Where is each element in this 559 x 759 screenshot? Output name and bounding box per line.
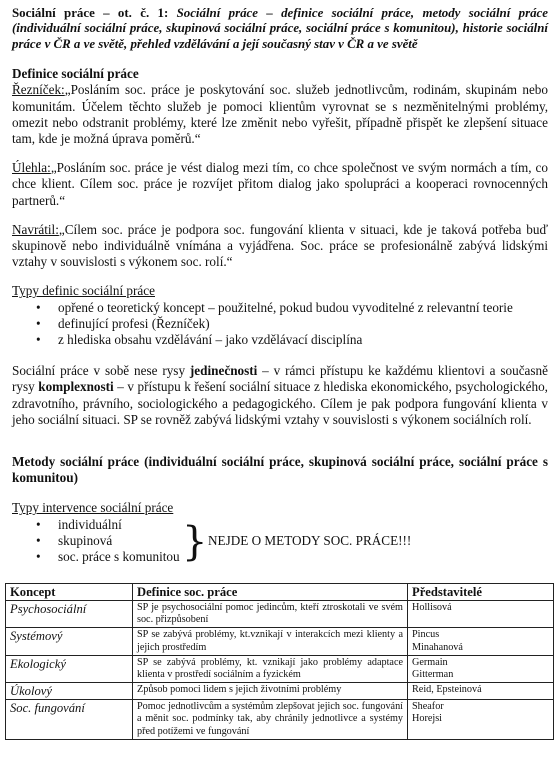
quote-text: „Cílem soc. práce je podpora soc. fungování klienta v situaci, kde je taková potřeba buď skupinově nebo individuálně vnímána a vyjádřena. Soc. práce se profesionálně zabývá lidskými vztahy v souvislosti s výkonem soc. rolí.“ [12, 221, 548, 270]
quote-reznicek [12, 82, 548, 147]
table-row [6, 683, 554, 700]
right-brace: } [182, 518, 208, 565]
intervence-block [12, 517, 548, 569]
quote-ulehla [12, 160, 548, 209]
cell-koncept: Systémový [6, 628, 133, 655]
quote-author: Úlehla: [12, 160, 51, 176]
section-heading-typy-definic: Typy definic sociální práce [12, 283, 155, 299]
list-item: • z hlediska obsahu vzdělávání – jako vzdělávací disciplína [36, 332, 548, 348]
cell-predstavitele: Hollisová [408, 601, 554, 628]
intervence-list [12, 517, 196, 566]
paragraph-text: – v rámci přístupu ke každému klientovi a současně rysy [12, 363, 548, 395]
cell-definice: Způsob pomoci lidem s jejich životními problémy [133, 683, 408, 700]
cell-definice: SP se zabývá problémy, kt. vznikají jako problémy adaptace klienta v prostředí sociálním a fyzickém [133, 655, 408, 682]
cell-koncept: Ekologický [6, 655, 133, 682]
cell-koncept: Psychosociální [6, 601, 133, 628]
koncepty-table [5, 583, 554, 740]
note-nejde-o-metody: NEJDE O METODY SOC. PRÁCE!!! [208, 532, 412, 548]
column-header: Koncept [6, 584, 133, 601]
section-heading-metody: Metody sociální práce (individuální sociální práce, skupinová sociální práce, sociální práce s komunitou) [12, 454, 548, 486]
paragraph-rysy [12, 363, 548, 428]
cell-koncept: Úkolový [6, 683, 133, 700]
title-prefix: Sociální práce – ot. č. 1: [12, 6, 169, 20]
column-header: Definice soc. práce [133, 584, 408, 601]
paragraph-text: – v přístupu k řešení sociální situace z hlediska ekonomického, psychologického, zdravotního, právního, sociologického a pedagogického. Cílem je pak podpora fungování klienta v jeho sociální situaci. SP se rovněž zabývá lidskými vztahy v souvislosti s výkonem sociálních rolí. [12, 379, 548, 427]
table-header-row [6, 584, 554, 601]
column-header: Představitelé [408, 584, 554, 601]
cell-predstavitele: Sheafor Horejsi [408, 700, 554, 740]
section-heading-typy-intervence: Typy intervence sociální práce [12, 500, 174, 516]
document-title [12, 6, 548, 52]
title-topic: Sociální práce – definice sociální práce, metody sociální práce (individuální sociální práce, skupinová sociální práce, sociální práce s komunitou), historie sociální práce v ČR a ve světě, přehled vzdělávání a její současný stav v ČR a ve světě [12, 6, 548, 51]
cell-predstavitele: Germain Gitterman [408, 655, 554, 682]
quote-author: Řezníček: [12, 82, 65, 98]
cell-definice: SP se zabývá problémy, kt.vznikají v interakcích mezi klienty a jejich prostředím [133, 628, 408, 655]
term-jedinecnost: jedinečnosti [189, 363, 258, 379]
list-item: • individuální [36, 517, 196, 533]
term-komplexnost: komplexnosti [38, 379, 114, 395]
list-item: • skupinová [36, 533, 196, 549]
table-row [6, 700, 554, 740]
section-heading-definice: Definice sociální práce [12, 66, 139, 82]
list-item: • soc. práce s komunitou [36, 549, 196, 565]
cell-predstavitele: Pincus Minahanová [408, 628, 554, 655]
table-row [6, 628, 554, 655]
quote-text: „Posláním soc. práce je poskytování soc. služeb jednotlivcům, rodinám, skupinám nebo komunitám. Účelem těchto služeb je pomoci klientům vyrovnat se s nezměnitelnými problémy, omezit nebo odstranit problémy, které lze změnit nebo vyřešit, případně přispět ke zlepšení situace tam, kde je možná úprava poměrů.“ [12, 82, 548, 147]
quote-navratil [12, 222, 548, 271]
cell-koncept: Soc. fungování [6, 700, 133, 740]
list-item: • definující profesi (Řezníček) [36, 316, 548, 332]
typy-definic-list [12, 300, 548, 349]
paragraph-text: Sociální práce v sobě nese rysy [12, 363, 190, 379]
quote-author: Navrátil: [12, 221, 59, 237]
table-row [6, 601, 554, 628]
table-row [6, 655, 554, 682]
cell-definice: Pomoc jednotlivcům a systémům zlepšovat jejich soc. fungování a měnit soc. podmínky tak, aby chránily jednotlivce a systémy před potížemi ve fungování [133, 700, 408, 740]
quote-text: „Posláním soc. práce je vést dialog mezi tím, co chce společnost ve svým normách a tím, co chce klient. Cílem soc. práce je rozvíjet přitom dialog jako spolupráci a kooperaci rovnocenných partnerů.“ [12, 160, 548, 208]
cell-definice: SP je psychosociální pomoc jedincům, kteří ztroskotali ve svém soc. přizpůsobení [133, 601, 408, 628]
document-page [12, 6, 548, 569]
list-item: • opřené o teoretický koncept – použitelné, pokud budou vyvoditelné z relevantní teorie [36, 300, 548, 316]
cell-predstavitele: Reid, Epsteinová [408, 683, 554, 700]
